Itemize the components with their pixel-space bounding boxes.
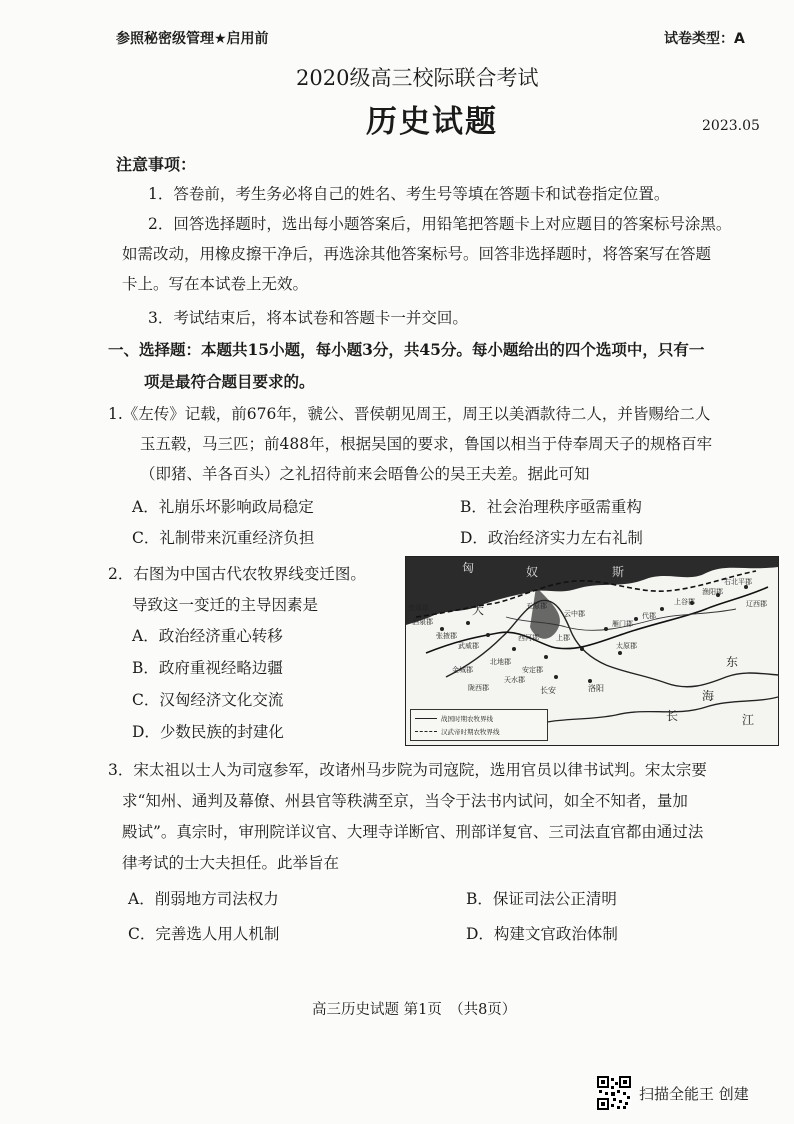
legend-solid-line-icon — [415, 718, 437, 719]
map-place-label: 酒泉郡 — [412, 618, 433, 626]
map-place-label: 渔阳郡 — [702, 588, 723, 596]
q1-stem-line-3: （即猪、羊各百头）之礼招待前来会晤鲁公的吴王夫差。据此可知 — [140, 465, 590, 483]
map-place-label: 金城郡 — [452, 666, 473, 674]
q2-option-c: C．汉匈经济文化交流 — [132, 691, 284, 709]
q2-option-a: A．政治经济重心转移 — [132, 627, 283, 645]
map-place-label: 敦煌郡 — [408, 604, 429, 612]
notes-item-2-line-2: 如需改动，用橡皮擦干净后，再选涂其他答案标号。回答非选择题时，将答案写在答题 — [122, 245, 712, 263]
map-place-label: 陇西郡 — [468, 684, 489, 692]
notes-title: 注意事项： — [116, 155, 197, 174]
exam-date: 2023.05 — [702, 118, 760, 134]
notes-item-2-line-1: 2．回答选择题时，选出每小题答案后，用铅笔把答题卡上对应题目的答案标号涂黑。 — [148, 215, 732, 233]
ordos-shaded-region — [530, 587, 560, 639]
scanner-watermark — [597, 1076, 749, 1110]
map-region-label: 长 — [666, 709, 679, 723]
map-legend — [410, 709, 548, 741]
q3-option-d: D．构建文官政治体制 — [466, 925, 618, 943]
legend-label-han: 汉武帝时期农牧界线 — [441, 727, 500, 736]
map-place-label: 北地郡 — [490, 658, 511, 666]
map-place-label: 上谷郡 — [674, 598, 695, 606]
q2-option-b: B．政府重视经略边疆 — [132, 659, 283, 677]
q3-stem-line-1: 3．宋太祖以士人为司寇参军，改诸州马步院为司寇院，选用官员以律书试判。宋太宗要 — [108, 761, 707, 779]
paper-type-label: 试卷类型：A — [664, 31, 745, 47]
yellow-river — [446, 600, 778, 686]
page-footer: 高三历史试题 第1页 （共8页） — [312, 1002, 517, 1018]
map-region-label: 海 — [702, 689, 715, 703]
q2-stem-line-1: 2．右图为中国古代农牧界线变迁图。 — [108, 565, 366, 583]
map-region-label: 匈 — [462, 561, 475, 575]
map-place-label: 太原郡 — [616, 642, 637, 650]
notes-item-3: 3．考试结束后，将本试卷和答题卡一并交回。 — [148, 309, 468, 327]
map-place-label: 雁门郡 — [612, 620, 633, 628]
q1-option-c: C．礼制带来沉重经济负担 — [132, 529, 315, 547]
q3-option-c: C．完善选人用人机制 — [128, 925, 280, 943]
q1-stem-line-2: 玉五毂，马三匹；前488年，根据吴国的要求，鲁国以相当于侍奉周天子的规格百牢 — [140, 435, 713, 453]
map-region-label: 奴 — [526, 565, 539, 579]
q1-option-d: D．政治经济实力左右礼制 — [460, 529, 643, 547]
map-region-label: 大 — [472, 603, 485, 617]
map-place-label: 张掖郡 — [436, 632, 457, 640]
legend-row-han — [415, 725, 500, 737]
legend-row-warring — [415, 712, 493, 724]
q3-stem-line-2: 求“知州、通判及幕僚、州县官等秩满至京，当令于法书内试问，如全不知者，量加 — [122, 792, 688, 810]
exam-name: 2020级高三校际联合考试 — [296, 66, 539, 90]
map-place-label: 洛阳 — [588, 684, 604, 693]
map-place-label: 上郡 — [556, 634, 570, 642]
q2-option-d: D．少数民族的封建化 — [132, 723, 284, 741]
q3-stem-line-4: 律考试的士大夫担任。此举旨在 — [122, 854, 340, 872]
qr-code-icon — [597, 1076, 631, 1110]
q2-stem-line-2: 导致这一变迁的主导因素是 — [132, 596, 319, 614]
map-place-label: 右北平郡 — [724, 578, 752, 586]
q3-option-b: B．保证司法公正清明 — [466, 890, 617, 908]
scanner-text: 扫描全能王 创建 — [639, 1084, 749, 1103]
map-region-label: 东 — [726, 655, 739, 669]
section-1-line-1: 一、选择题：本题共15小题，每小题3分，共45分。每小题给出的四个选项中，只有一 — [108, 340, 705, 359]
confidential-label: 参照秘密级管理★启用前 — [116, 31, 269, 47]
q1-stem-line-1: 1.《左传》记载，前676年，虢公、晋侯朝见周王，周王以美酒款待二人，并皆赐给二人 — [108, 405, 711, 423]
q3-stem-line-3: 殿试”。真宗时，审刑院详议官、大理寺详断官、刑部详复官、三司法直官都由通过法 — [122, 823, 704, 841]
map-place-label: 天水郡 — [504, 676, 525, 684]
legend-label-warring: 战国时期农牧界线 — [441, 714, 493, 723]
map-place-label: 安定郡 — [522, 666, 543, 674]
map-region-label: 斯 — [612, 565, 625, 579]
notes-item-1: 1．答卷前，考生务必将自己的姓名、考生号等填在答题卡和试卷指定位置。 — [148, 185, 670, 203]
subject-title: 历史试题 — [366, 104, 498, 140]
map-place-label: 武威郡 — [458, 642, 479, 650]
map-place-label: 辽西郡 — [746, 600, 767, 608]
map-place-label: 云中郡 — [564, 610, 585, 618]
yangtze-river — [526, 697, 778, 727]
farming-pastoral-boundary-map — [405, 556, 779, 746]
q1-option-a: A．礼崩乐坏影响政局稳定 — [132, 498, 314, 516]
legend-dashed-line-icon — [415, 731, 437, 732]
map-place-label: 西河郡 — [518, 634, 539, 642]
q1-option-b: B．社会治理秩序亟需重构 — [460, 498, 642, 516]
map-place-label: 长安 — [540, 686, 556, 695]
map-region-label: 江 — [742, 713, 755, 727]
map-place-label: 代郡 — [642, 612, 656, 620]
section-1-line-2: 项是最符合题目要求的。 — [144, 372, 315, 391]
map-place-label: 五原郡 — [526, 602, 547, 610]
q3-option-a: A．削弱地方司法权力 — [128, 890, 279, 908]
notes-item-2-line-3: 卡上。写在本试卷上无效。 — [122, 275, 309, 293]
